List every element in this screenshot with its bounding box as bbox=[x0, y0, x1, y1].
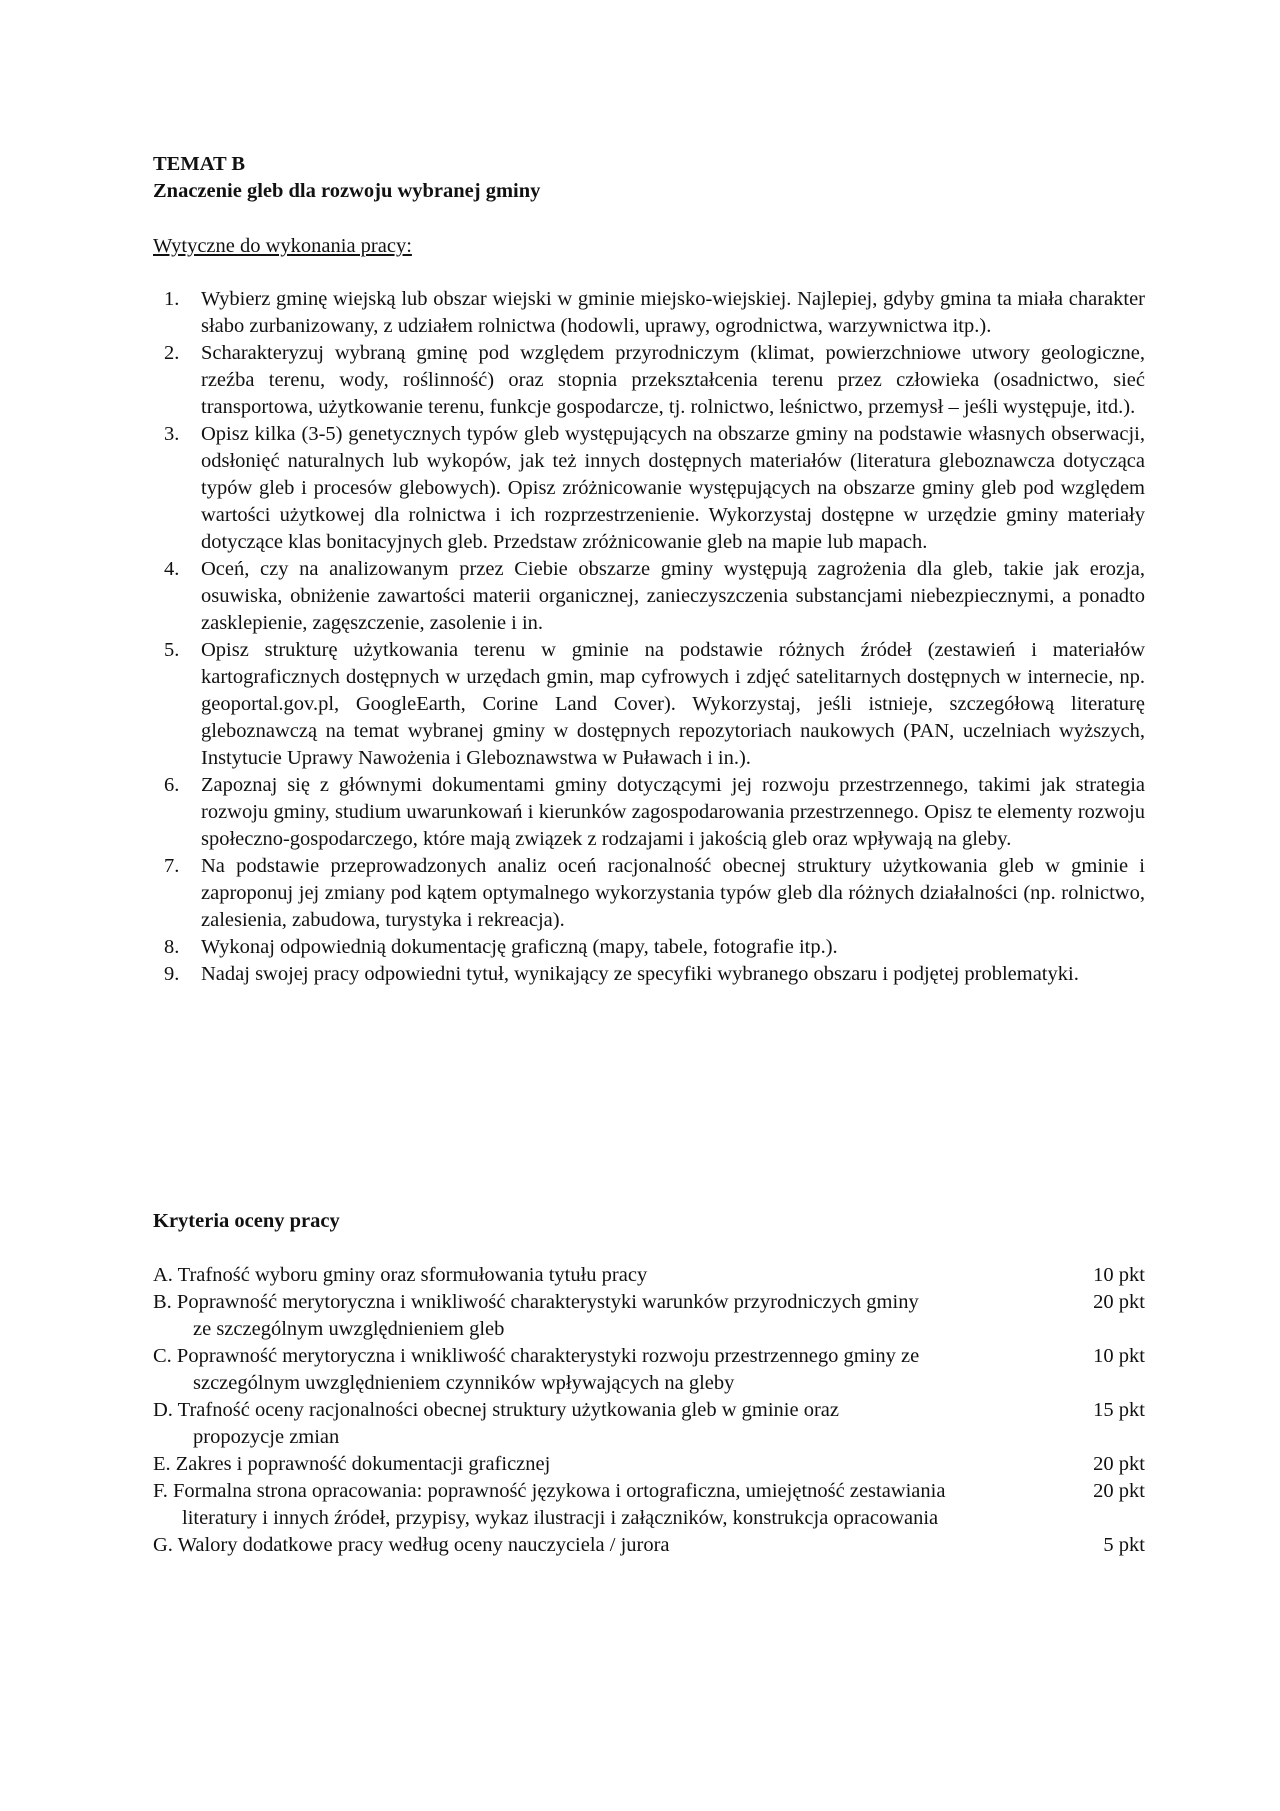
criterion-row bbox=[153, 1478, 1145, 1532]
criterion-line: E. Zakres i poprawność dokumentacji graficznej bbox=[153, 1453, 551, 1475]
guideline-text: Nadaj swojej pracy odpowiedni tytuł, wynikający ze specyfiki wybranego obszaru i podjętej problematyki. bbox=[201, 963, 1079, 985]
guideline-text: Wybierz gminę wiejską lub obszar wiejski w gminie miejsko-wiejskiej. Najlepiej, gdyby gmina ta miała charakter słabo zurbanizowany, z udziałem rolnictwa (hodowli, uprawy, ogrodnictwa, warzywnictwa itp.). bbox=[201, 288, 1145, 337]
criterion-text bbox=[153, 1532, 1053, 1559]
criterion-text bbox=[153, 1343, 1053, 1397]
criterion-text bbox=[153, 1397, 1053, 1451]
guideline-item bbox=[153, 961, 1145, 988]
criterion-line: A. Trafność wyboru gminy oraz sformułowania tytułu pracy bbox=[153, 1264, 648, 1286]
guideline-item bbox=[153, 853, 1145, 934]
guideline-text: Opisz strukturę użytkowania terenu w gminie na podstawie różnych źródeł (zestawień i materiałów kartograficznych dostępnych w urzędach gmin, map cyfrowych i zdjęć satelitarnych dostępnych w internecie, np. geoportal.gov.pl, GoogleEarth, Corine Land Cover). Wykorzystaj, jeśli istnieje, szczegółową literaturę gleboznawczą na temat wybranej gminy w dostępnych repozytoriach naukowych (PAN, uczelniach wyższych, Instytucie Uprawy Nawożenia i Gleboznawstwa w Puławach i in.). bbox=[201, 639, 1145, 769]
criterion-points: 10 pkt bbox=[1093, 1345, 1145, 1367]
guideline-number: 6. bbox=[164, 774, 180, 796]
guideline-item bbox=[153, 637, 1145, 772]
guideline-number: 4. bbox=[164, 558, 180, 580]
topic-title: Znaczenie gleb dla rozwoju wybranej gminy bbox=[153, 180, 541, 202]
criterion-text bbox=[153, 1289, 1053, 1343]
guideline-item bbox=[153, 556, 1145, 637]
guideline-text: Na podstawie przeprowadzonych analiz oceń racjonalność obecnej struktury użytkowania gleb w gminie i zaproponuj jej zmiany pod kątem optymalnego wykorzystania typów gleb dla różnych działalności (np. rolnictwo, zalesienia, zabudowa, turystyka i rekreacja). bbox=[201, 855, 1145, 931]
criterion-row bbox=[153, 1532, 1145, 1559]
guideline-number: 7. bbox=[164, 855, 180, 877]
guideline-number: 3. bbox=[164, 423, 180, 445]
guideline-item bbox=[153, 286, 1145, 340]
criterion-line: F. Formalna strona opracowania: poprawność językowa i ortograficzna, umiejętność zestawiania bbox=[153, 1480, 946, 1502]
title-block bbox=[153, 151, 1145, 205]
topic-label: TEMAT B bbox=[153, 153, 246, 175]
guideline-text: Wykonaj odpowiednią dokumentację graficzną (mapy, tabele, fotografie itp.). bbox=[201, 936, 838, 958]
guideline-number: 1. bbox=[164, 288, 180, 310]
criterion-row bbox=[153, 1262, 1145, 1289]
criteria-heading: Kryteria oceny pracy bbox=[153, 1210, 340, 1232]
criterion-text bbox=[153, 1262, 1053, 1289]
criterion-line: G. Walory dodatkowe pracy według oceny nauczyciela / jurora bbox=[153, 1534, 670, 1556]
guideline-item bbox=[153, 340, 1145, 421]
criterion-row bbox=[153, 1289, 1145, 1343]
criteria-list bbox=[153, 1262, 1145, 1559]
guideline-number: 5. bbox=[164, 639, 180, 661]
criterion-row bbox=[153, 1397, 1145, 1451]
criterion-line-continued: ze szczególnym uwzględnieniem gleb bbox=[193, 1318, 505, 1340]
guideline-item bbox=[153, 421, 1145, 556]
guideline-text: Zapoznaj się z głównymi dokumentami gminy dotyczącymi jej rozwoju przestrzennego, takimi jak strategia rozwoju gminy, studium uwarunkowań i kierunków zagospodarowania przestrzennego. Opisz te elementy rozwoju społeczno-gospodarczego, które mają związek z rodzajami i jakością gleb oraz wpływają na gleby. bbox=[201, 774, 1145, 850]
criterion-points: 15 pkt bbox=[1093, 1399, 1145, 1421]
guideline-item bbox=[153, 772, 1145, 853]
guideline-number: 9. bbox=[164, 963, 180, 985]
criterion-row bbox=[153, 1343, 1145, 1397]
criterion-points: 20 pkt bbox=[1093, 1453, 1145, 1475]
criterion-line: D. Trafność oceny racjonalności obecnej struktury użytkowania gleb w gminie oraz bbox=[153, 1399, 839, 1421]
criterion-line-continued: literatury i innych źródeł, przypisy, wykaz ilustracji i załączników, konstrukcja opracowania bbox=[182, 1507, 939, 1529]
guidelines-heading: Wytyczne do wykonania pracy: bbox=[153, 235, 412, 257]
guidelines-list bbox=[153, 286, 1145, 988]
guideline-item bbox=[153, 934, 1145, 961]
criterion-line-continued: propozycje zmian bbox=[193, 1426, 340, 1448]
criterion-points: 5 pkt bbox=[1103, 1534, 1145, 1556]
criterion-line: B. Poprawność merytoryczna i wnikliwość charakterystyki warunków przyrodniczych gminy bbox=[153, 1291, 919, 1313]
guideline-text: Oceń, czy na analizowanym przez Ciebie obszarze gminy występują zagrożenia dla gleb, takie jak erozja, osuwiska, obniżenie zawartości materii organicznej, zanieczyszczenia substancjami niebezpiecznymi, a ponadto zasklepienie, zagęszczenie, zasolenie i in. bbox=[201, 558, 1145, 634]
criterion-row bbox=[153, 1451, 1145, 1478]
criterion-points: 20 pkt bbox=[1093, 1291, 1145, 1313]
guideline-text: Opisz kilka (3-5) genetycznych typów gleb występujących na obszarze gminy na podstawie własnych obserwacji, odsłonięć naturalnych lub wykopów, jak też innych dostępnych materiałów (literatura gleboznawcza dotycząca typów gleb i procesów glebowych). Opisz zróżnicowanie występujących na obszarze gminy gleb pod względem wartości użytkowej dla rolnictwa i ich rozprzestrzenienie. Wykorzystaj dostępne w urzędzie gminy materiały dotyczące klas bonitacyjnych gleb. Przedstaw zróżnicowanie gleb na mapie lub mapach. bbox=[201, 423, 1145, 553]
criterion-points: 10 pkt bbox=[1093, 1264, 1145, 1286]
criterion-line: C. Poprawność merytoryczna i wnikliwość charakterystyki rozwoju przestrzennego gminy ze bbox=[153, 1345, 920, 1367]
criterion-text bbox=[153, 1451, 1053, 1478]
criterion-points: 20 pkt bbox=[1093, 1480, 1145, 1502]
guideline-text: Scharakteryzuj wybraną gminę pod względem przyrodniczym (klimat, powierzchniowe utwory geologiczne, rzeźba terenu, wody, roślinność) oraz stopnia przekształcenia terenu przez człowieka (osadnictwo, sieć transportowa, użytkowanie terenu, funkcje gospodarcze, tj. rolnictwo, leśnictwo, przemysł – jeśli występuje, itd.). bbox=[201, 342, 1145, 418]
criterion-line-continued: szczególnym uwzględnieniem czynników wpływających na gleby bbox=[193, 1372, 735, 1394]
guideline-number: 2. bbox=[164, 342, 180, 364]
guideline-number: 8. bbox=[164, 936, 180, 958]
criterion-text bbox=[153, 1478, 1053, 1532]
